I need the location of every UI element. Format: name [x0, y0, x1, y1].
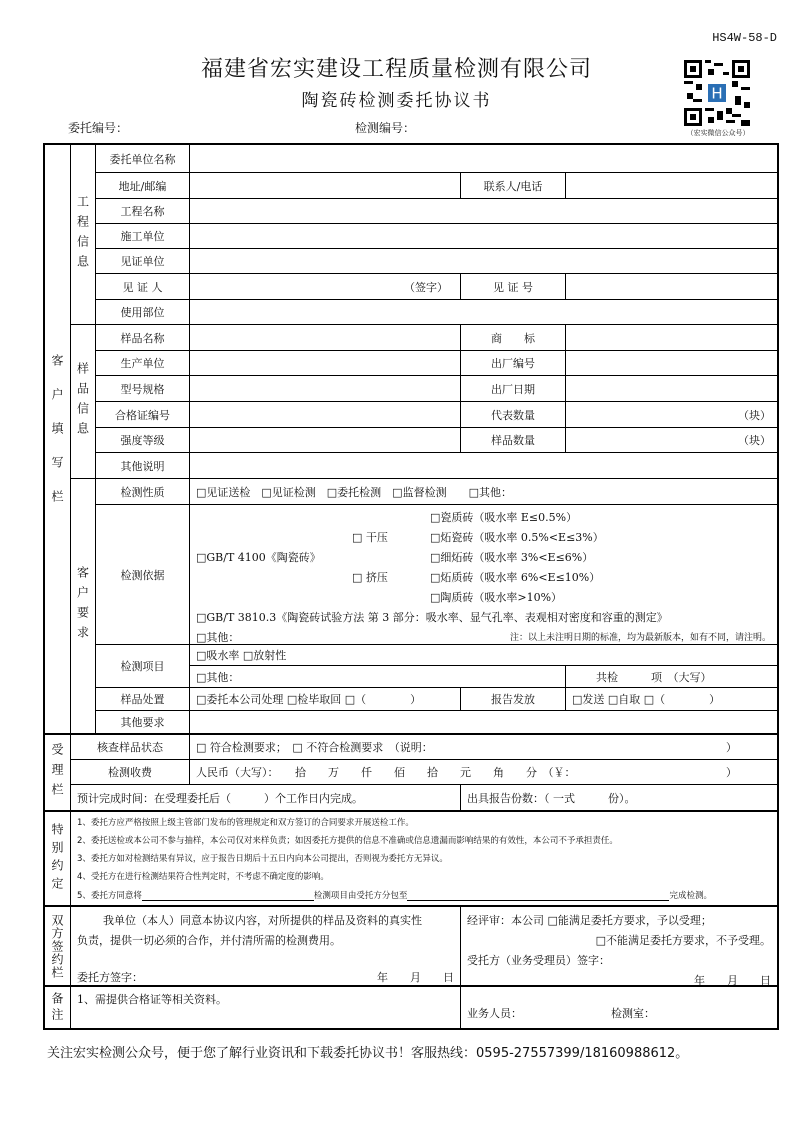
report-delivery-options[interactable]: □发送 □自取 □（ ）	[565, 687, 777, 710]
item5-part-a: 5、委托方同意将	[77, 891, 142, 901]
client-agreement-line2: 负责，提供一切必须的合作，并付清所需的检测费用。	[77, 934, 341, 947]
construction-unit-label: 施工单位	[95, 223, 189, 248]
factory-no-label: 出厂编号	[460, 350, 565, 375]
construction-unit-field[interactable]	[189, 223, 777, 248]
item5-part-c: 完成检测。	[669, 891, 712, 901]
test-number-label: 检测编号：	[355, 121, 416, 135]
client-section-text: 客户填写栏	[50, 354, 64, 524]
test-basis-block	[189, 504, 777, 644]
test-items-other[interactable]: □其他：	[189, 665, 565, 687]
witness-no-label: 见 证 号	[460, 273, 565, 299]
grade-field[interactable]	[189, 427, 460, 452]
rep-qty-field[interactable]	[565, 401, 777, 427]
special-agreement-label	[45, 810, 70, 905]
qr-caption: （宏实微信公众号）	[686, 129, 750, 137]
rep-qty-label: 代表数量	[460, 401, 565, 427]
requirements-group-label	[70, 478, 95, 733]
witness-field[interactable]	[189, 273, 460, 299]
other-requirements-field[interactable]	[189, 710, 777, 733]
test-nature-label: 检测性质	[95, 478, 189, 504]
fee-label: 检测收费	[70, 759, 189, 784]
qr-code-icon	[684, 60, 750, 126]
agent-sign-date[interactable]: 年 月 日	[694, 974, 771, 985]
estimated-completion[interactable]: 预计完成时间：在受理委托后（ ）个工作日内完成。	[70, 784, 460, 810]
client-unit-field[interactable]	[189, 145, 777, 172]
sample-name-field[interactable]	[189, 324, 460, 350]
other-note-field[interactable]	[189, 452, 777, 478]
special-item: 2、委托送检或本公司不参与抽样，本公司仅对来样负责；如因委托方提供的信息不准确或信息遗漏而影响结果的有效性，本公司不予承担责任。	[77, 836, 618, 846]
sample-check-options[interactable]: □ 符合检测要求； □ 不符合检测要求 （说明：	[196, 741, 433, 754]
rep-qty-unit: （块）	[738, 408, 771, 422]
basis-type-stoneware[interactable]: □炻质砖（吸水率 6%<E≤10%）	[430, 571, 601, 584]
remarks-content: 1、需提供合格证等相关资料。	[70, 985, 460, 1028]
report-copies[interactable]: 出具报告份数：（ 一式 份）。	[460, 784, 777, 810]
factory-date-label: 出厂日期	[460, 375, 565, 401]
basis-dry-pressed[interactable]: □ 干压	[352, 531, 388, 544]
usage-part-field[interactable]	[189, 299, 777, 324]
basis-type-fine-stoneware[interactable]: □细炻砖（吸水率 3%<E≤6%）	[430, 551, 594, 564]
acceptance-section-label	[45, 733, 70, 810]
basis-type-porcelain[interactable]: □瓷质砖（吸水率 E≤0.5%）	[430, 511, 578, 524]
manufacturer-field[interactable]	[189, 350, 460, 375]
sample-check-label: 核查样品状态	[70, 733, 189, 759]
basis-type-earthenware[interactable]: □陶质砖（吸水率>10%）	[430, 591, 563, 604]
svg-text:H: H	[711, 84, 723, 103]
sample-name-label: 样品名称	[95, 324, 189, 350]
special-agreement-text: 特别约定	[50, 822, 64, 895]
staff-label[interactable]: 业务人员：	[467, 1007, 522, 1020]
sample-group-text: 样品信息	[75, 361, 90, 442]
special-item-5	[77, 888, 712, 901]
client-unit-label: 委托单位名称	[95, 145, 189, 172]
brand-label: 商 标	[460, 324, 565, 350]
factory-date-field[interactable]	[565, 375, 777, 401]
sample-check-field[interactable]	[189, 733, 777, 759]
special-item: 3、委托方如对检测结果有异议，应于报告日期后十五日内向本公司提出，否则视为委托方无异议。	[77, 854, 448, 864]
review-accept[interactable]: 经评审：本公司 □能满足委托方要求，予以受理；	[467, 914, 712, 927]
client-sign-date[interactable]: 年 月 日	[377, 971, 454, 984]
basis-gbt4100[interactable]: □GB/T 4100《陶瓷砖》	[196, 551, 321, 564]
model-label: 型号规格	[95, 375, 189, 401]
grade-label: 强度等级	[95, 427, 189, 452]
test-nature-options[interactable]: □见证送检 □见证检测 □委托检测 □监督检测 □其他：	[189, 478, 777, 504]
close-paren: ）	[726, 741, 737, 754]
fee-amount-text: 人民币（大写）： 拾 万 仟 佰 拾 元 角 分 （￥：	[196, 766, 576, 779]
sample-group-label	[70, 324, 95, 478]
test-basis-label: 检测依据	[95, 504, 189, 644]
report-delivery-label: 报告发放	[460, 687, 565, 710]
test-items-options[interactable]: □吸水率 □放射性	[189, 644, 777, 665]
client-signature-label[interactable]: 委托方签字：	[77, 971, 143, 984]
basis-note: 注：以上未注明日期的标准，均为最新版本，如有不同，请注明。	[509, 633, 771, 643]
staff-block	[460, 985, 777, 1028]
client-section-label	[45, 145, 70, 733]
contact-field[interactable]	[565, 172, 777, 198]
commission-form-table	[43, 143, 779, 1030]
acceptance-section-text: 受理栏	[50, 742, 64, 803]
other-note-label: 其他说明	[95, 452, 189, 478]
remarks-label	[45, 985, 70, 1028]
cert-no-label: 合格证编号	[95, 401, 189, 427]
contact-label: 联系人/电话	[460, 172, 565, 198]
basis-other[interactable]: □其他：	[196, 631, 240, 644]
brand-field[interactable]	[565, 324, 777, 350]
test-items-total[interactable]: 共检 项 （大写）	[565, 665, 777, 687]
sample-disposal-options[interactable]: □委托本公司处理 □检毕取回 □（ ）	[189, 687, 460, 710]
subcontractor-blank[interactable]	[407, 888, 669, 901]
form-title: 陶瓷砖检测委托协议书	[301, 91, 492, 111]
signing-section-text: 双方签约栏	[50, 913, 64, 979]
sample-qty-field[interactable]	[565, 427, 777, 452]
factory-no-field[interactable]	[565, 350, 777, 375]
company-title: 福建省宏实建设工程质量检测有限公司	[200, 57, 592, 82]
cert-no-field[interactable]	[189, 401, 460, 427]
signature-note: （签字）	[404, 280, 448, 294]
project-group-label	[70, 145, 95, 324]
basis-extruded[interactable]: □ 挤压	[352, 571, 388, 584]
witness-label: 见 证 人	[95, 273, 189, 299]
client-signing-block	[70, 905, 460, 985]
document-code: HS4W-58-D	[712, 31, 777, 45]
project-group-text: 工程信息	[75, 194, 90, 275]
sample-disposal-label: 样品处置	[95, 687, 189, 710]
sample-qty-unit: （块）	[738, 434, 771, 447]
item5-part-b: 检测项目由受托方分包至	[313, 891, 408, 901]
basis-gbt3810[interactable]: □GB/T 3810.3《陶瓷砖试验方法 第 3 部分：吸水率、显气孔率、表观相对密度和容重的测定》	[196, 611, 668, 624]
client-agreement-line1: 我单位（本人）同意本协议内容，对所提供的样品及资料的真实性	[103, 914, 422, 927]
project-name-field[interactable]	[189, 198, 777, 223]
project-name-label: 工程名称	[95, 198, 189, 223]
agent-signing-block	[460, 905, 777, 985]
witness-unit-field[interactable]	[189, 248, 777, 273]
address-label: 地址/邮编	[95, 172, 189, 198]
test-items-label: 检测项目	[95, 644, 189, 687]
requirements-group-text: 客户要求	[75, 566, 90, 646]
subcontract-items-blank[interactable]	[142, 888, 314, 901]
close-paren: ）	[726, 766, 737, 779]
usage-part-label: 使用部位	[95, 299, 189, 324]
signing-section-label	[45, 905, 70, 985]
basis-type-stoneware-porcelain[interactable]: □炻瓷砖（吸水率 0.5%<E≤3%）	[430, 531, 604, 544]
special-agreement-block	[70, 810, 777, 905]
fee-field[interactable]	[189, 759, 777, 784]
other-requirements-label: 其他要求	[95, 710, 189, 733]
model-field[interactable]	[189, 375, 460, 401]
lab-label[interactable]: 检测室：	[611, 1007, 655, 1020]
commission-number-label: 委托编号：	[68, 121, 129, 135]
special-item: 1、委托方应严格按照上级主管部门发布的管理规定和双方签订的合同要求开展送检工作。	[77, 818, 414, 828]
sample-qty-label: 样品数量	[460, 427, 565, 452]
footer-notice: 关注宏实检测公众号，便于您了解行业资讯和下载委托协议书！客服热线：0595-27557399/18160988612。	[47, 1046, 689, 1061]
special-item: 4、受托方在进行检测结果符合性判定时，不考虑不确定度的影响。	[77, 872, 329, 882]
witness-no-field[interactable]	[565, 273, 777, 299]
agent-signature-label[interactable]: 受托方（业务受理员）签字：	[467, 954, 610, 967]
remarks-text: 备注	[50, 991, 64, 1024]
address-field[interactable]	[189, 172, 460, 198]
review-reject[interactable]: □不能满足委托方要求，不予受理。	[595, 934, 771, 947]
witness-unit-label: 见证单位	[95, 248, 189, 273]
manufacturer-label: 生产单位	[95, 350, 189, 375]
